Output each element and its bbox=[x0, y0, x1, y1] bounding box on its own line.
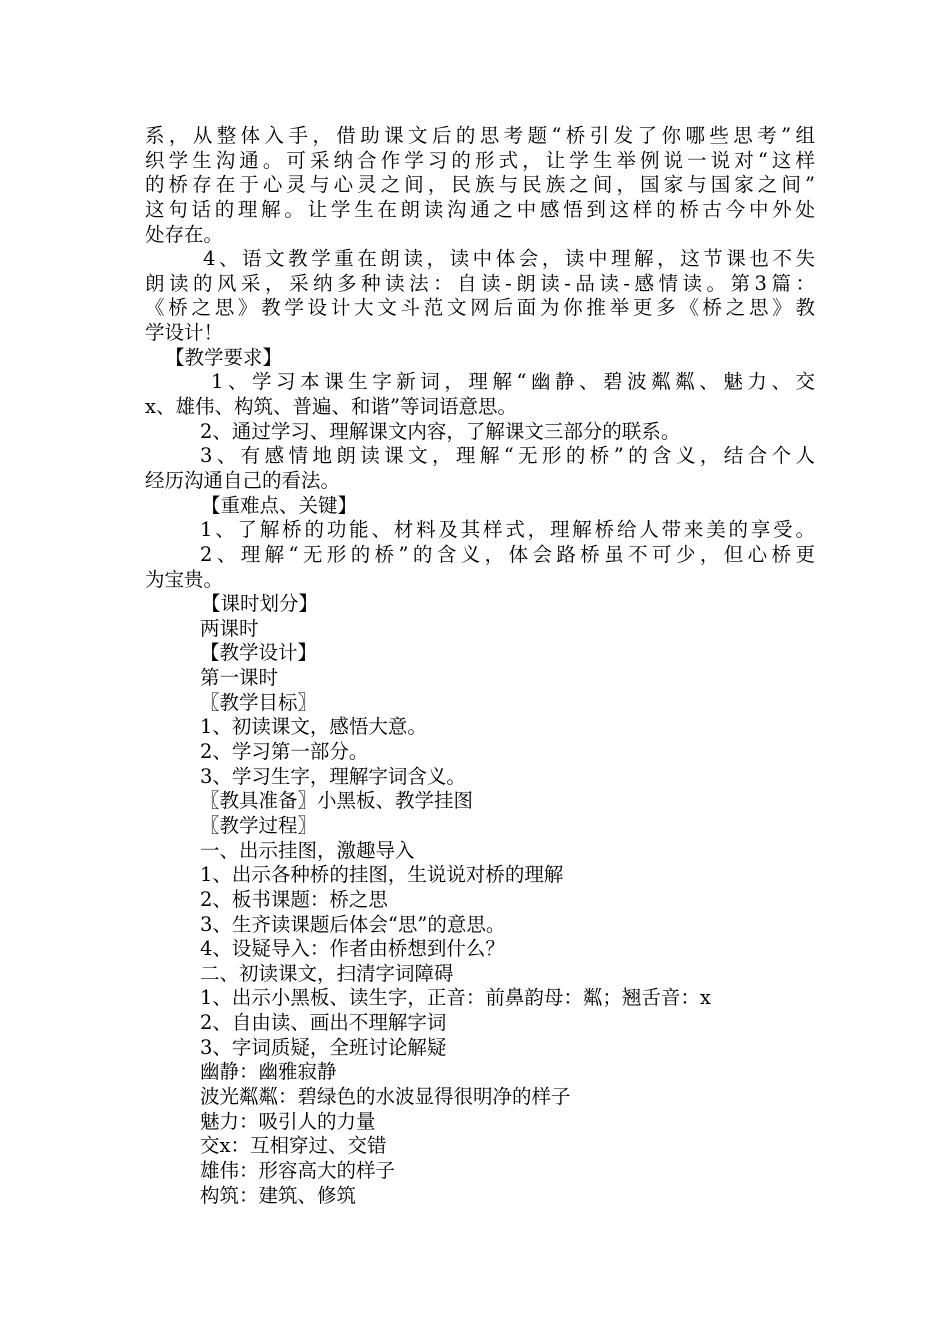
definition-item: 魅力：吸引人的力量 bbox=[200, 1109, 376, 1133]
text-line: 两课时 bbox=[200, 616, 259, 640]
list-item: 4、设疑导入：作者由桥想到什么？ bbox=[200, 937, 505, 961]
text-line: 系，从整体入手，借助课文后的思考题“桥引发了你哪些思考”组 bbox=[145, 124, 815, 147]
definition-item: 波光粼粼：碧绿色的水波显得很明净的样子 bbox=[200, 1084, 571, 1108]
list-item: 2、学习第一部分。 bbox=[200, 740, 369, 764]
list-item: 1、初读课文，感悟大意。 bbox=[200, 715, 427, 739]
text-line: 为宝贵。 bbox=[145, 567, 224, 591]
text-line: 《桥之思》教学设计大文斗范文网后面为你推举更多《桥之思》教 bbox=[145, 296, 815, 320]
list-item: 3、生齐读课题后体会“思”的意思。 bbox=[200, 912, 506, 936]
section-heading: 〖教学过程〗 bbox=[200, 813, 318, 837]
text-line: 处存在。 bbox=[145, 222, 224, 246]
definition-item: 交x：互相穿过、交错 bbox=[200, 1134, 387, 1158]
text-line: 学设计！ bbox=[145, 321, 224, 345]
text-line: x、雄伟、构筑、普遍、和谐”等词语意思。 bbox=[145, 395, 517, 419]
text-line: 经历沟通自己的看法。 bbox=[145, 468, 341, 492]
section-heading: 〖教学目标〗 bbox=[200, 690, 318, 714]
section-heading: 【课时划分】 bbox=[201, 592, 319, 616]
text-line: 朗读的风采，采纳多种读法：自读-朗读-品读-感情读。第3篇： bbox=[145, 271, 815, 295]
definition-item: 雄伟：形容高大的样子 bbox=[200, 1158, 396, 1182]
list-item: 一、出示挂图，激趣导入 bbox=[200, 838, 415, 862]
text-line: 1、了解桥的功能、材料及其样式，理解桥给人带来美的享受。 bbox=[200, 518, 815, 542]
text-line: 这句话的理解。让学生在朗读沟通之中感悟到这样的桥古今中外处 bbox=[145, 197, 815, 221]
list-item: 3、字词质疑，全班讨论解疑 bbox=[200, 1035, 447, 1059]
list-item: 1、出示小黑板、读生字，正音：前鼻韵母：粼；翘舌音：x bbox=[200, 986, 711, 1010]
text-line: 2、通过学习、理解课文内容，了解课文三部分的联系。 bbox=[200, 419, 681, 443]
section-heading: 【教学要求】 bbox=[165, 345, 283, 369]
text-line: 2、理解“无形的桥”的含义，体会路桥虽不可少，但心桥更 bbox=[200, 542, 815, 566]
section-heading: 【重难点、关键】 bbox=[201, 493, 358, 517]
list-item: 3、学习生字，理解字词含义。 bbox=[200, 764, 466, 788]
text-line: 1、学习本课生字新词，理解“幽静、碧波粼粼、魅力、交 bbox=[211, 370, 815, 394]
text-line: 第一课时 bbox=[200, 666, 279, 690]
section-heading: 【教学设计】 bbox=[200, 641, 318, 665]
text-line: 3、有感情地朗读课文，理解“无形的桥”的含义，结合个人 bbox=[200, 444, 815, 468]
definition-item: 构筑：建筑、修筑 bbox=[200, 1183, 357, 1207]
text-line: 织学生沟通。可采纳合作学习的形式，让学生举例说一说对“这样 bbox=[145, 148, 815, 172]
section-heading: 〖教具准备〗小黑板、教学挂图 bbox=[200, 789, 474, 813]
list-item: 1、出示各种桥的挂图，生说说对桥的理解 bbox=[200, 863, 564, 887]
definition-item: 幽静：幽雅寂静 bbox=[200, 1060, 337, 1084]
list-item: 二、初读课文，扫清字词障碍 bbox=[200, 961, 454, 985]
text-line: 4、语文教学重在朗读，读中体会，读中理解，这节课也不失 bbox=[203, 247, 815, 271]
document-body bbox=[145, 124, 815, 1208]
text-line: 的桥存在于心灵与心灵之间，民族与民族之间，国家与国家之间” bbox=[145, 173, 815, 197]
list-item: 2、板书课题：桥之思 bbox=[200, 887, 388, 911]
list-item: 2、自由读、画出不理解字词 bbox=[200, 1011, 447, 1035]
